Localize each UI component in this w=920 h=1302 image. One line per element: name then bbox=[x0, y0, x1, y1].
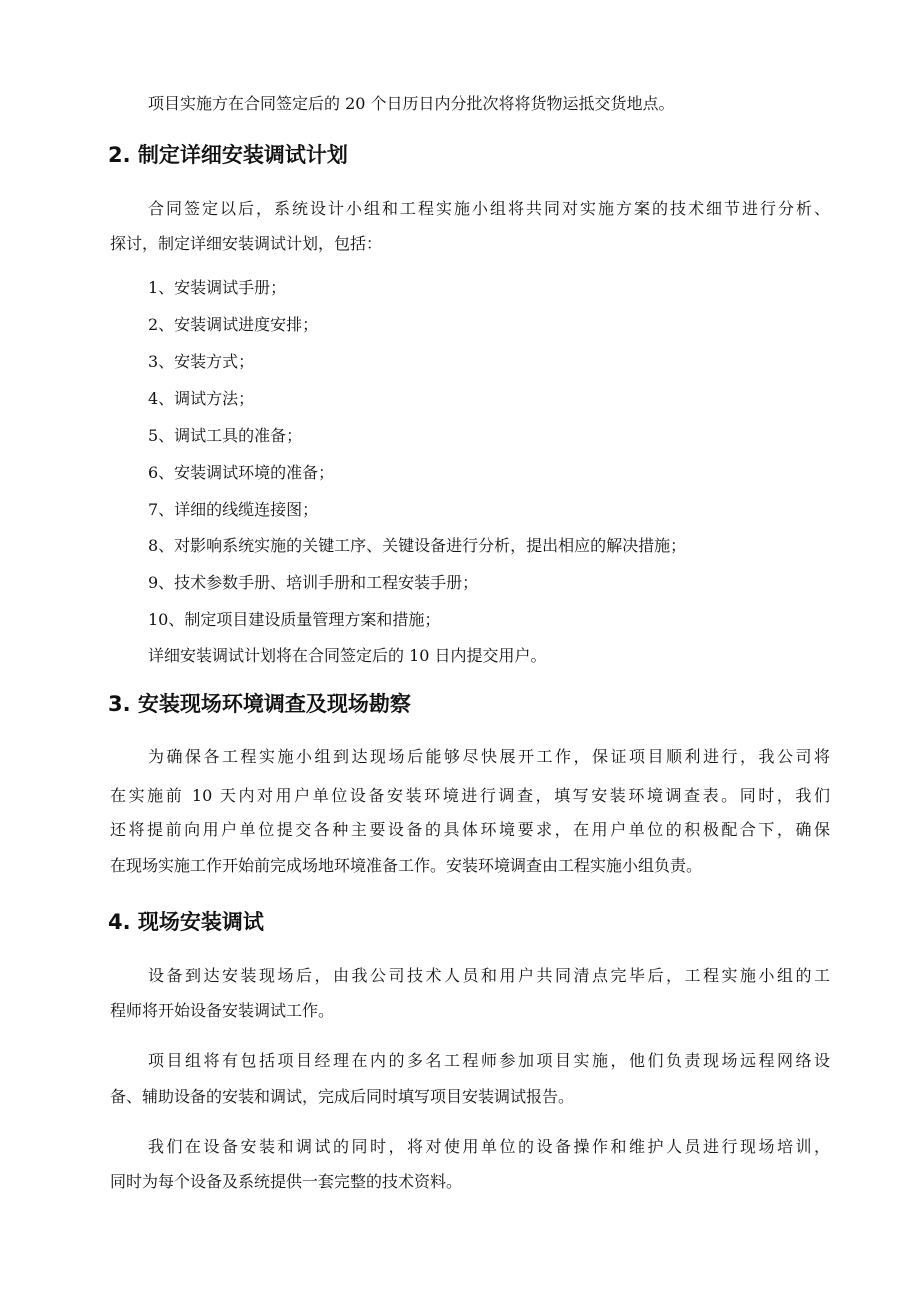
section-4-paragraph-line: 我们在设备安装和调试的同时，将对使用单位的设备操作和维护人员进行现场培训， bbox=[148, 1137, 830, 1156]
section-4-heading: 4. 现场安装调试 bbox=[108, 910, 264, 934]
section-4-paragraph-line: 设备到达安装现场后，由我公司技术人员和用户共同清点完毕后，工程实施小组的工 bbox=[148, 966, 830, 985]
list-item: 1、安装调试手册； bbox=[148, 278, 287, 297]
section-3-paragraph-line: 在实施前 10 天内对用户单位设备安装环境进行调查，填写安装环境调查表。同时，我们 bbox=[110, 786, 830, 805]
section-3-paragraph-line: 在现场实施工作开始前完成场地环境准备工作。安装环境调查由工程实施小组负责。 bbox=[110, 856, 703, 875]
list-item: 9、技术参数手册、培训手册和工程安装手册； bbox=[148, 573, 479, 592]
section-2-paragraph-line: 合同签定以后，系统设计小组和工程实施小组将共同对实施方案的技术细节进行分析、 bbox=[148, 199, 830, 218]
list-item: 7、详细的线缆连接图； bbox=[148, 500, 319, 519]
section-4-paragraph-line: 同时为每个设备及系统提供一套完整的技术资料。 bbox=[110, 1172, 463, 1191]
section-3-heading: 3. 安装现场环境调查及现场勘察 bbox=[108, 692, 411, 716]
list-item: 2、安装调试进度安排； bbox=[148, 315, 319, 334]
list-item: 3、安装方式； bbox=[148, 352, 255, 371]
intro-line: 项目实施方在合同签定后的 20 个日历日内分批次将将货物运抵交货地点。 bbox=[148, 94, 675, 113]
list-item: 5、调试工具的准备； bbox=[148, 426, 303, 445]
section-2-heading: 2. 制定详细安装调试计划 bbox=[108, 143, 348, 167]
section-4-paragraph-line: 程师将开始设备安装调试工作。 bbox=[110, 1001, 335, 1020]
list-item: 6、安装调试环境的准备； bbox=[148, 463, 335, 482]
list-item: 10、制定项目建设质量管理方案和措施； bbox=[148, 610, 441, 629]
section-3-paragraph-line: 为确保各工程实施小组到达现场后能够尽快展开工作，保证项目顺利进行，我公司将 bbox=[148, 747, 830, 766]
section-4-paragraph-line: 项目组将有包括项目经理在内的多名工程师参加项目实施，他们负责现场远程网络设 bbox=[148, 1051, 830, 1070]
list-item: 8、对影响系统实施的关键工序、关键设备进行分析，提出相应的解决措施； bbox=[148, 536, 687, 555]
section-2-paragraph-line: 探讨，制定详细安装调试计划，包括： bbox=[110, 234, 383, 253]
section-4-paragraph-line: 备、辅助设备的安装和调试，完成后同时填写项目安装调试报告。 bbox=[110, 1087, 575, 1106]
section-2-closing: 详细安装调试计划将在合同签定后的 10 日内提交用户。 bbox=[148, 646, 547, 665]
list-item: 4、调试方法； bbox=[148, 389, 255, 408]
section-3-paragraph-line: 还将提前向用户单位提交各种主要设备的具体环境要求，在用户单位的积极配合下，确保 bbox=[110, 820, 830, 839]
